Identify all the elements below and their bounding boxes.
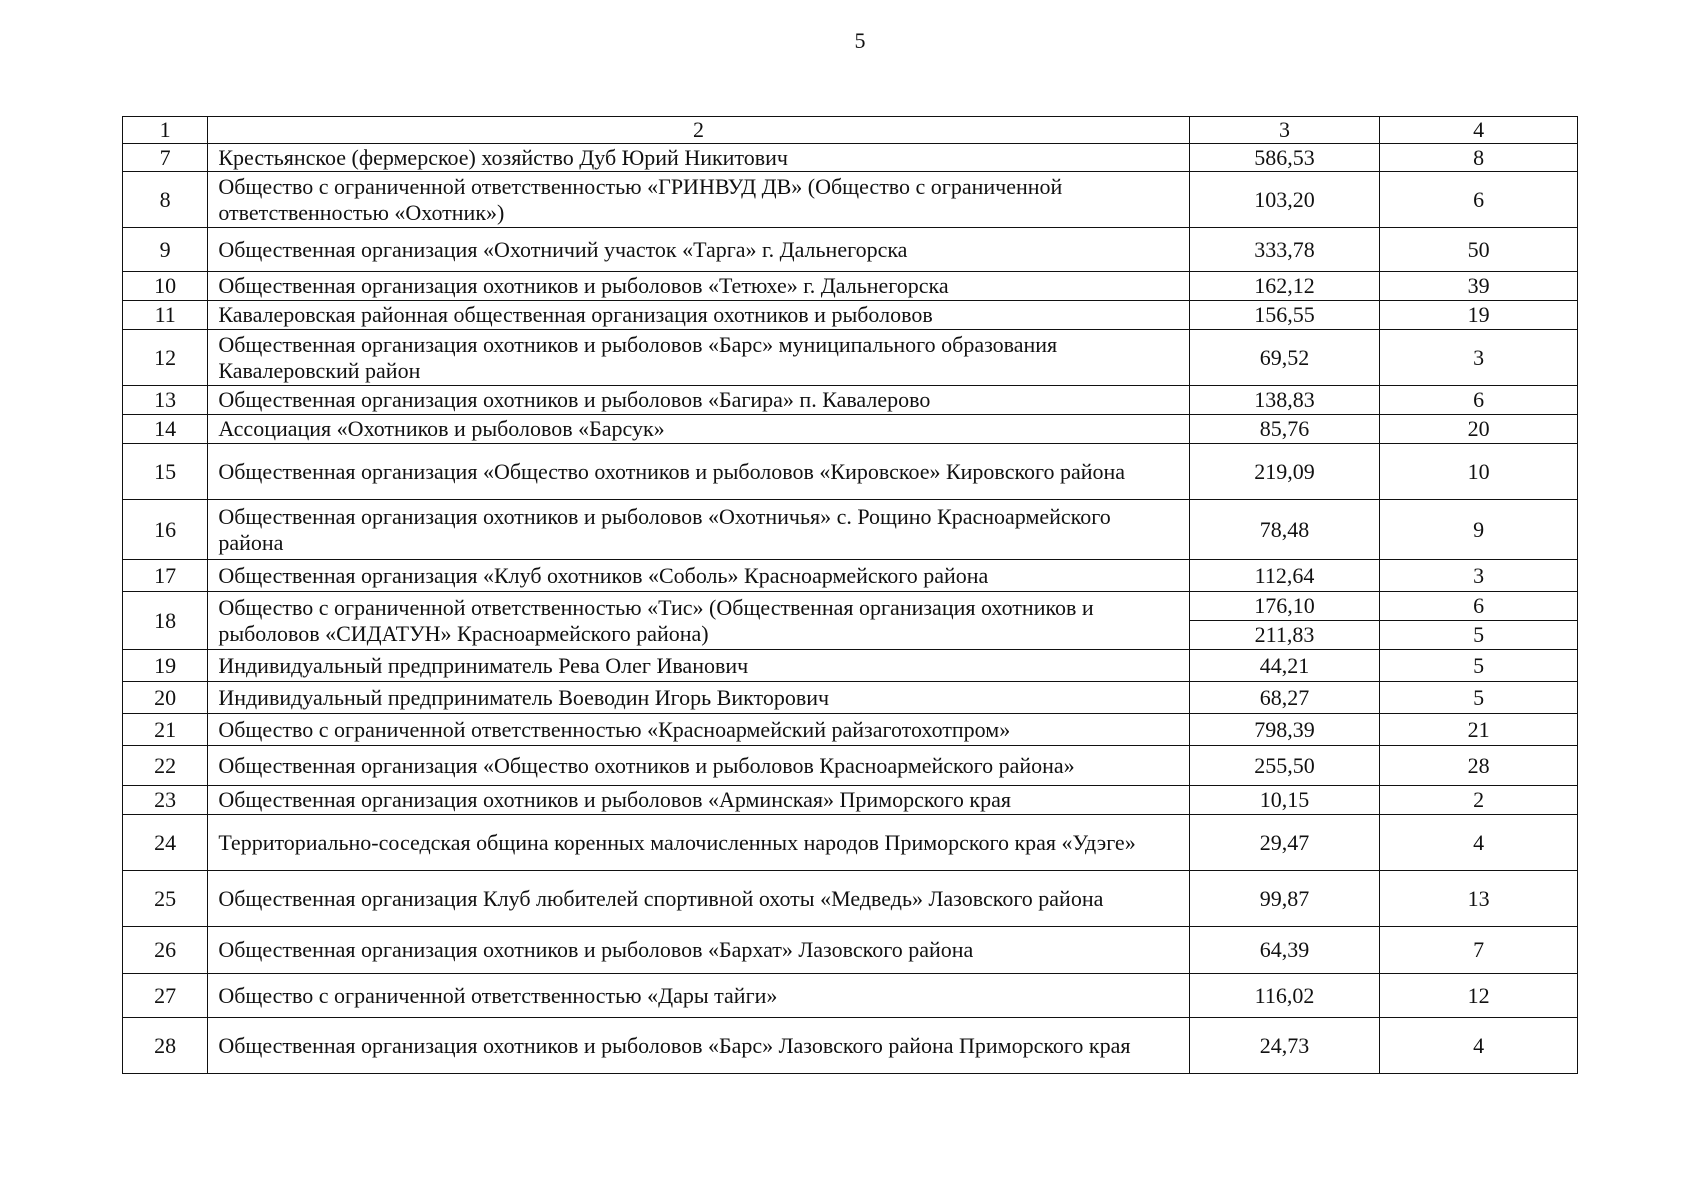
area-value-cell: 255,50 — [1189, 746, 1379, 786]
count-value-cell: 28 — [1380, 746, 1578, 786]
organization-name-cell: Общественная организация «Охотничий участок «Тарга» г. Дальнегорска — [208, 228, 1189, 272]
row-number-cell: 21 — [123, 714, 208, 746]
count-value-cell: 6 — [1380, 386, 1578, 415]
count-value-cell: 10 — [1380, 444, 1578, 500]
count-value-cell: 3 — [1380, 330, 1578, 386]
table-row — [123, 144, 1578, 172]
area-value-cell: 162,12 — [1189, 272, 1379, 301]
row-number-cell: 15 — [123, 444, 208, 500]
row-number-cell: 14 — [123, 415, 208, 444]
area-value-cell: 29,47 — [1189, 815, 1379, 871]
table-row — [123, 871, 1578, 927]
table-row — [123, 650, 1578, 682]
table-row — [123, 500, 1578, 560]
table-row — [123, 682, 1578, 714]
area-value-cell: 333,78 — [1189, 228, 1379, 272]
row-number-cell: 8 — [123, 172, 208, 228]
organization-name-cell: Индивидуальный предприниматель Воеводин Игорь Викторович — [208, 682, 1189, 714]
organization-name-cell: Общественная организация «Клуб охотников «Соболь» Красноармейского района — [208, 560, 1189, 592]
area-value-cell: 211,83 — [1189, 621, 1379, 650]
row-number-cell: 9 — [123, 228, 208, 272]
count-value-cell: 4 — [1380, 815, 1578, 871]
organization-name-cell: Территориально-соседская община коренных малочисленных народов Приморского края «Удэге» — [208, 815, 1189, 871]
row-number-cell: 11 — [123, 301, 208, 330]
table-row — [123, 786, 1578, 815]
area-value-cell: 586,53 — [1189, 144, 1379, 172]
table-body — [123, 117, 1578, 1074]
table-row — [123, 444, 1578, 500]
row-number-cell: 23 — [123, 786, 208, 815]
row-number-cell: 27 — [123, 974, 208, 1018]
organization-name-cell: Общественная организация «Общество охотников и рыболовов «Кировское» Кировского района — [208, 444, 1189, 500]
table-row — [123, 172, 1578, 228]
count-value-cell: 5 — [1380, 650, 1578, 682]
header-cell-2: 2 — [208, 117, 1189, 144]
organization-name-cell: Общественная организация охотников и рыболовов «Арминская» Приморского края — [208, 786, 1189, 815]
count-value-cell: 4 — [1380, 1018, 1578, 1074]
row-number-cell: 25 — [123, 871, 208, 927]
table-row — [123, 1018, 1578, 1074]
count-value-cell: 3 — [1380, 560, 1578, 592]
area-value-cell: 64,39 — [1189, 927, 1379, 974]
table-row — [123, 560, 1578, 592]
row-number-cell: 20 — [123, 682, 208, 714]
table-row — [123, 592, 1578, 621]
row-number-cell: 22 — [123, 746, 208, 786]
table-row — [123, 330, 1578, 386]
area-value-cell: 68,27 — [1189, 682, 1379, 714]
row-number-cell: 19 — [123, 650, 208, 682]
table-row — [123, 815, 1578, 871]
row-number-cell: 18 — [123, 592, 208, 650]
count-value-cell: 5 — [1380, 682, 1578, 714]
row-number-cell: 7 — [123, 144, 208, 172]
table-row — [123, 272, 1578, 301]
organization-name-cell: Общественная организация охотников и рыболовов «Тетюхе» г. Дальнегорска — [208, 272, 1189, 301]
table-row — [123, 927, 1578, 974]
count-value-cell: 2 — [1380, 786, 1578, 815]
organization-name-cell: Общественная организация охотников и рыболовов «Багира» п. Кавалерово — [208, 386, 1189, 415]
count-value-cell: 50 — [1380, 228, 1578, 272]
area-value-cell: 156,55 — [1189, 301, 1379, 330]
table-row — [123, 714, 1578, 746]
area-value-cell: 85,76 — [1189, 415, 1379, 444]
count-value-cell: 6 — [1380, 172, 1578, 228]
count-value-cell: 12 — [1380, 974, 1578, 1018]
area-value-cell: 798,39 — [1189, 714, 1379, 746]
organization-name-cell: Общественная организация Клуб любителей спортивной охоты «Медведь» Лазовского района — [208, 871, 1189, 927]
table-row — [123, 415, 1578, 444]
area-value-cell: 138,83 — [1189, 386, 1379, 415]
area-value-cell: 112,64 — [1189, 560, 1379, 592]
table-row — [123, 301, 1578, 330]
count-value-cell: 7 — [1380, 927, 1578, 974]
area-value-cell: 78,48 — [1189, 500, 1379, 560]
organization-name-cell: Общественная организация охотников и рыболовов «Бархат» Лазовского района — [208, 927, 1189, 974]
area-value-cell: 219,09 — [1189, 444, 1379, 500]
organization-name-cell: Ассоциация «Охотников и рыболовов «Барсук» — [208, 415, 1189, 444]
count-value-cell: 9 — [1380, 500, 1578, 560]
row-number-cell: 26 — [123, 927, 208, 974]
area-value-cell: 24,73 — [1189, 1018, 1379, 1074]
organization-name-cell: Общественная организация охотников и рыболовов «Барс» Лазовского района Приморского края — [208, 1018, 1189, 1074]
row-number-cell: 13 — [123, 386, 208, 415]
header-cell-1: 1 — [123, 117, 208, 144]
organization-name-cell: Общество с ограниченной ответственностью «Тис» (Общественная организация охотников и рыболовов «СИДАТУН» Красноармейского района) — [208, 592, 1189, 650]
table-row — [123, 974, 1578, 1018]
organization-name-cell: Общество с ограниченной ответственностью «ГРИНВУД ДВ» (Общество с ограниченной ответственностью «Охотник») — [208, 172, 1189, 228]
organization-name-cell: Крестьянское (фермерское) хозяйство Дуб Юрий Никитович — [208, 144, 1189, 172]
area-value-cell: 44,21 — [1189, 650, 1379, 682]
organization-name-cell: Общественная организация «Общество охотников и рыболовов Красноармейского района» — [208, 746, 1189, 786]
table-row — [123, 746, 1578, 786]
area-value-cell: 10,15 — [1189, 786, 1379, 815]
header-cell-4: 4 — [1380, 117, 1578, 144]
count-value-cell: 39 — [1380, 272, 1578, 301]
row-number-cell: 10 — [123, 272, 208, 301]
count-value-cell: 13 — [1380, 871, 1578, 927]
organization-name-cell: Общественная организация охотников и рыболовов «Барс» муниципального образования Кавалеровский район — [208, 330, 1189, 386]
count-value-cell: 6 — [1380, 592, 1578, 621]
organization-name-cell: Общественная организация охотников и рыболовов «Охотничья» с. Рощино Красноармейского района — [208, 500, 1189, 560]
area-value-cell: 116,02 — [1189, 974, 1379, 1018]
table-row — [123, 386, 1578, 415]
count-value-cell: 8 — [1380, 144, 1578, 172]
count-value-cell: 19 — [1380, 301, 1578, 330]
row-number-cell: 16 — [123, 500, 208, 560]
organization-name-cell: Индивидуальный предприниматель Рева Олег Иванович — [208, 650, 1189, 682]
count-value-cell: 5 — [1380, 621, 1578, 650]
area-value-cell: 176,10 — [1189, 592, 1379, 621]
header-cell-3: 3 — [1189, 117, 1379, 144]
area-value-cell: 103,20 — [1189, 172, 1379, 228]
area-value-cell: 69,52 — [1189, 330, 1379, 386]
row-number-cell: 17 — [123, 560, 208, 592]
table-row — [123, 228, 1578, 272]
organization-name-cell: Кавалеровская районная общественная организация охотников и рыболовов — [208, 301, 1189, 330]
row-number-cell: 12 — [123, 330, 208, 386]
row-number-cell: 28 — [123, 1018, 208, 1074]
page-number: 5 — [854, 28, 866, 53]
row-number-cell: 24 — [123, 815, 208, 871]
organization-name-cell: Общество с ограниченной ответственностью «Красноармейский райзаготохотпром» — [208, 714, 1189, 746]
header-row — [123, 117, 1578, 144]
organization-name-cell: Общество с ограниченной ответственностью «Дары тайги» — [208, 974, 1189, 1018]
count-value-cell: 21 — [1380, 714, 1578, 746]
count-value-cell: 20 — [1380, 415, 1578, 444]
registry-table — [122, 116, 1578, 1074]
area-value-cell: 99,87 — [1189, 871, 1379, 927]
